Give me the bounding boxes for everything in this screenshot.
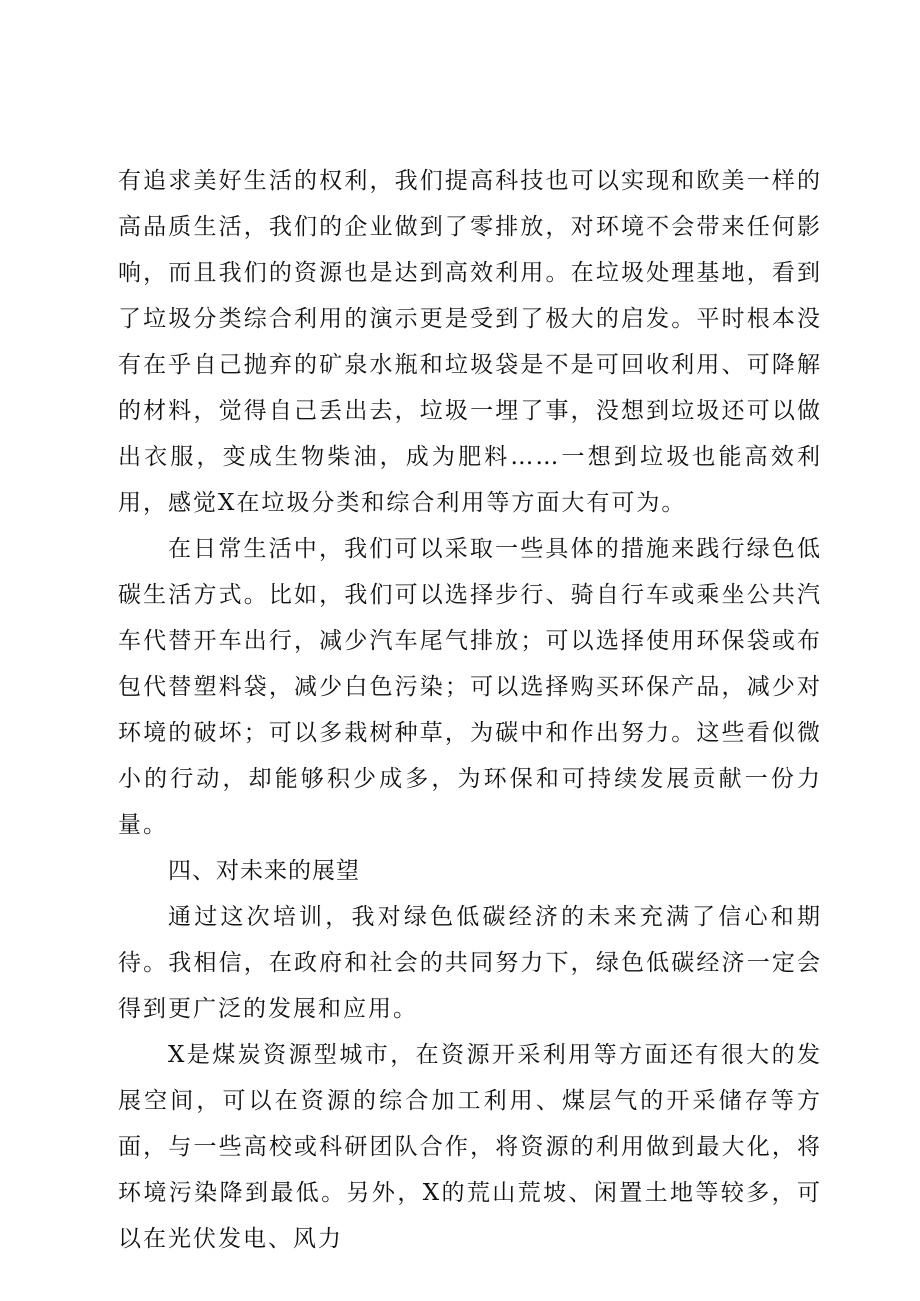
section-heading: 四、对未来的展望: [168, 858, 360, 884]
paragraph-continued: 有追求美好生活的权利，我们提高科技也可以实现和欧美一样的高品质生活，我们的企业做到了零排放，对环境不会带来任何影响，而且我们的资源也是达到高效利用。在垃圾处理基地，看到了垃圾分类综合利用的演示更是受到了极大的启发。平时根本没有在乎自己抛弃的矿泉水瓶和垃圾袋是不是可回收利用、可降解的材料，觉得自己丢出去，垃圾一埋了事，没想到垃圾还可以做出衣服，变成生物柴油，成为肥料……一想到垃圾也能高效利用，感觉X在垃圾分类和综合利用等方面大有可为。: [118, 168, 822, 516]
paragraph-city-resources: X是煤炭资源型城市，在资源开采利用等方面还有很大的发展空间，可以在资源的综合加工利用、煤层气的开采储存等方面，与一些高校或科研团队合作，将资源的利用做到最大化，将环境污染降到最低。另外，X的荒山荒坡、闲置土地等较多，可以在光伏发电、风力: [118, 1042, 822, 1252]
paragraph-outlook: 通过这次培训，我对绿色低碳经济的未来充满了信心和期待。我相信，在政府和社会的共同努力下，绿色低碳经济一定会得到更广泛的发展和应用。: [118, 904, 822, 1022]
paragraph-daily-life: 在日常生活中，我们可以采取一些具体的措施来践行绿色低碳生活方式。比如，我们可以选择步行、骑自行车或乘坐公共汽车代替开车出行，减少汽车尾气排放；可以选择使用环保袋或布包代替塑料袋，减少白色污染；可以选择购买环保产品，减少对环境的破坏；可以多栽树种草，为碳中和作出努力。这些看似微小的行动，却能够积少成多，为环保和可持续发展贡献一份力量。: [118, 536, 822, 838]
document-body: [118, 158, 822, 1262]
